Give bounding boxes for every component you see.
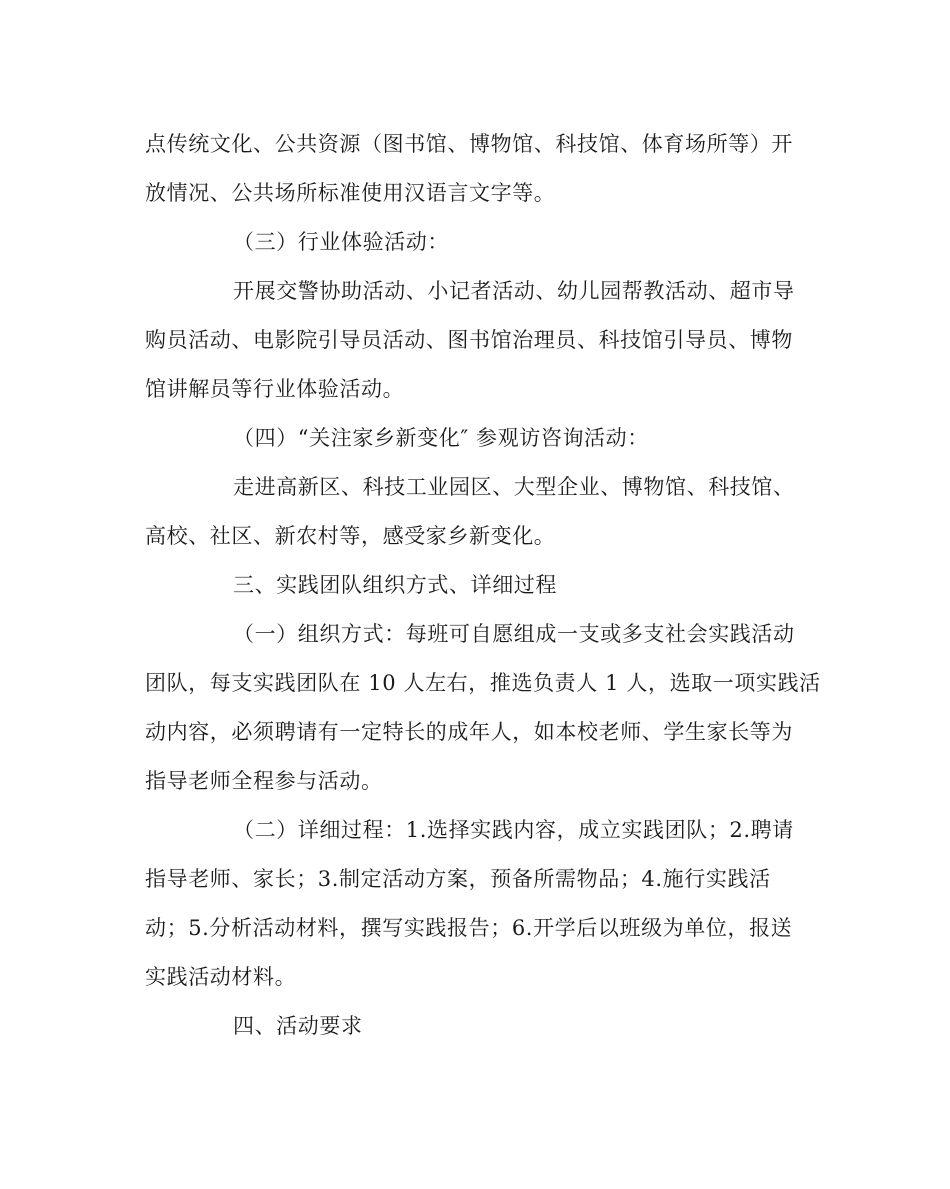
section-heading: （四）“关注家乡新变化″ 参观访咨询活动： <box>233 426 649 450</box>
section-heading: 三、实践团队组织方式、详细过程 <box>233 573 557 597</box>
text-line: 开展交警协助活动、小记者活动、幼儿园帮教活动、超市导 <box>233 279 795 303</box>
text-line: 动；5.分析活动材料，撰写实践报告；6.开学后以班级为单位，报送 <box>145 916 793 940</box>
section-heading: （三）行业体验活动： <box>233 230 449 254</box>
text-line: （二）详细过程：1.选择实践内容，成立实践团队；2.聘请 <box>233 818 794 842</box>
text-line: 点传统文化、公共资源（图书馆、博物馆、科技馆、体育场所等）开 <box>145 132 793 156</box>
text-line: （一）组织方式：每班可自愿组成一支或多支社会实践活动 <box>233 622 795 646</box>
text-line: 高校、社区、新农村等，感受家乡新变化。 <box>145 524 556 548</box>
text-line: 实践活动材料。 <box>145 965 297 989</box>
section-heading: 四、活动要求 <box>233 1014 363 1038</box>
text-line: 指导老师、家长；3.制定活动方案，预备所需物品；4.施行实践活 <box>145 867 771 891</box>
text-line: 动内容，必须聘请有一定特长的成年人，如本校老师、学生家长等为 <box>145 720 793 744</box>
text-line: 馆讲解员等行业体验活动。 <box>145 377 405 401</box>
text-line: 团队，每支实践团队在 10 人左右，推选负责人 1 人，选取一项实践活 <box>145 671 821 695</box>
text-line: 放情况、公共场所标准使用汉语言文字等。 <box>145 181 556 205</box>
text-line: 走进高新区、科技工业园区、大型企业、博物馆、科技馆、 <box>233 475 795 499</box>
text-line: 指导老师全程参与活动。 <box>145 769 383 793</box>
text-line: 购员活动、电影院引导员活动、图书馆治理员、科技馆引导员、博物 <box>145 328 793 352</box>
